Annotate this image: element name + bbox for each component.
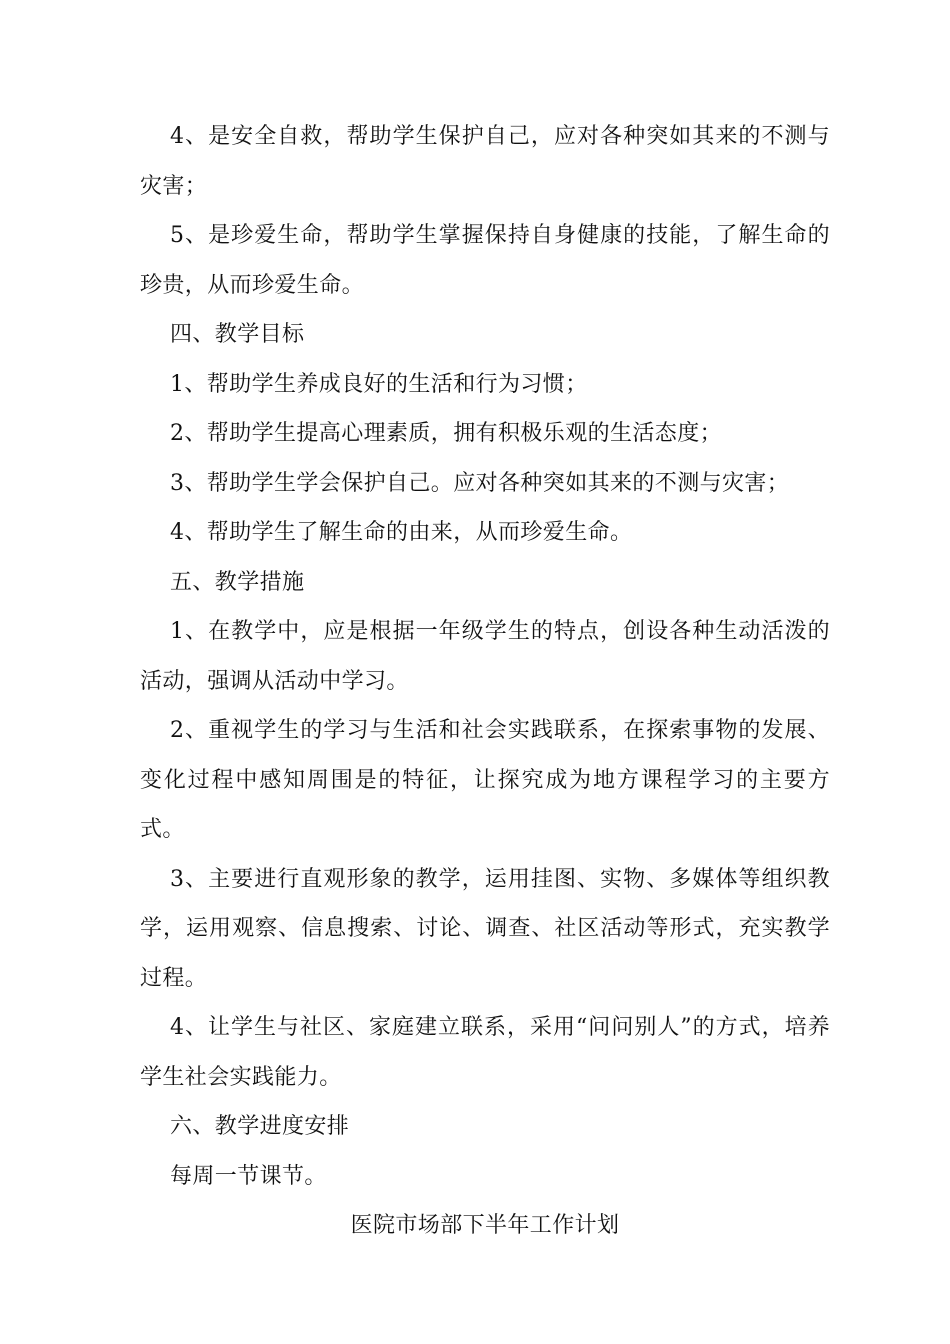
paragraph-goal-2: 2、帮助学生提高心理素质，拥有积极乐观的生活态度； — [170, 421, 722, 446]
paragraph-measure-1: 1、在教学中，应是根据一年级学生的特点，创设各种生动活泼的活动，强调从活动中学习。 — [140, 619, 830, 694]
paragraph-measure-4: 4、让学生与社区、家庭建立联系，采用“问问别人”的方式，培养学生社会实践能力。 — [140, 1015, 830, 1090]
paragraph-measure-3: 3、主要进行直观形象的教学，运用挂图、实物、多媒体等组织教学，运用观察、信息搜索、讨论、调查、社区活动等形式，充实教学过程。 — [140, 866, 830, 991]
paragraph-safety: 4、是安全自救，帮助学生保护自己，应对各种突如其来的不测与灾害； — [140, 124, 830, 199]
section-heading-measures: 五、教学措施 — [170, 569, 305, 595]
paragraph-schedule: 每周一节课节。 — [170, 1163, 327, 1189]
paragraph-goal-3: 3、帮助学生学会保护自己。应对各种突如其来的不测与灾害； — [170, 470, 790, 496]
paragraph-measure-2: 2、重视学生的学习与生活和社会实践联系，在探索事物的发展、变化过程中感知周围是的特征，让探究成为地方课程学习的主要方式。 — [140, 718, 830, 842]
section-heading-goals: 四、教学目标 — [170, 322, 305, 347]
paragraph-cherish-life: 5、是珍爱生命，帮助学生掌握保持自身健康的技能，了解生命的珍贵，从而珍爱生命。 — [140, 223, 830, 298]
section-heading-schedule: 六、教学进度安排 — [170, 1114, 350, 1139]
document-page — [140, 112, 830, 1251]
paragraph-goal-4: 4、帮助学生了解生命的由来，从而珍爱生命。 — [170, 520, 633, 545]
document-title: 医院市场部下半年工作计划 — [350, 1213, 620, 1238]
paragraph-goal-1: 1、帮助学生养成良好的生活和行为习惯； — [170, 371, 588, 397]
